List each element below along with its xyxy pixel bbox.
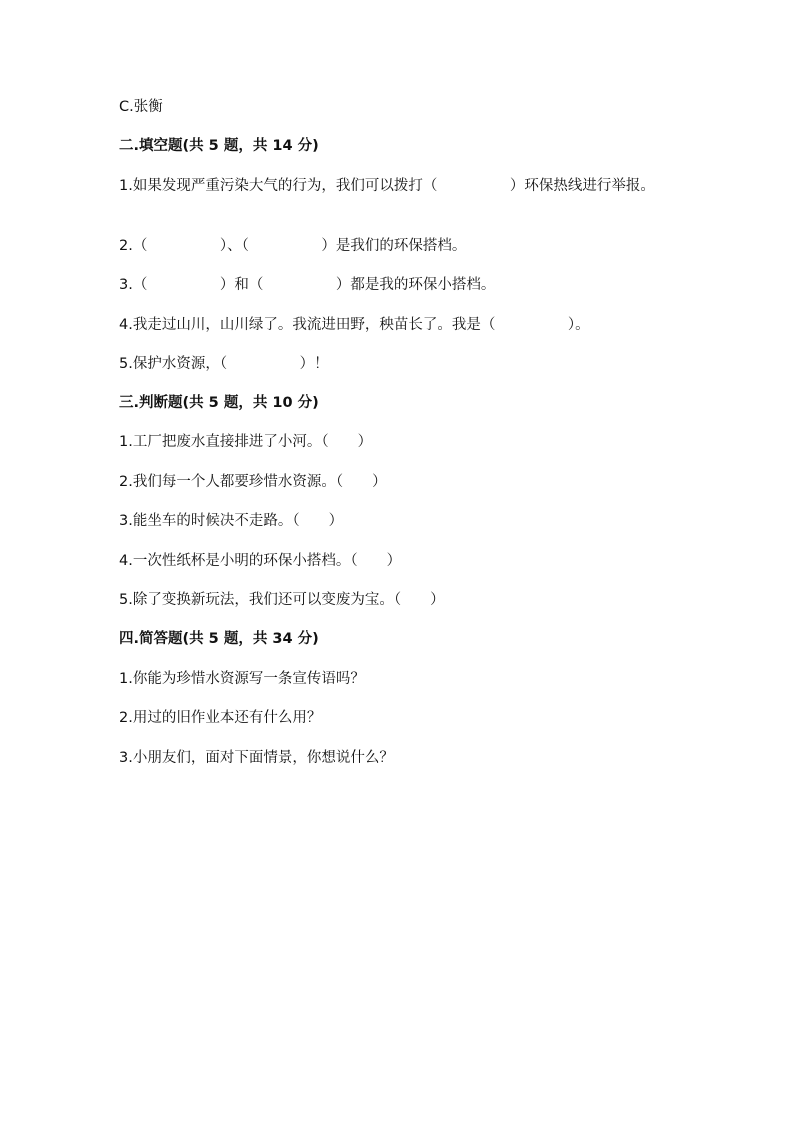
section2-q4: 4.我走过山川，山川绿了。我流进田野，秧苗长了。我是（ ）。	[119, 317, 590, 333]
option-c: C.张衡	[119, 99, 163, 115]
section4-title: 四.简答题(共 5 题，共 34 分)	[119, 631, 319, 647]
section2-q2: 2.（ ）、（ ）是我们的环保搭档。	[119, 238, 467, 254]
section2-title: 二.填空题(共 5 题，共 14 分)	[119, 138, 319, 154]
section2-q3: 3.（ ）和（ ）都是我的环保小搭档。	[119, 277, 496, 293]
section3-q5: 5.除了变换新玩法，我们还可以变废为宝。（ ）	[119, 592, 445, 608]
section2-q1: 1.如果发现严重污染大气的行为，我们可以拨打（ ）环保热线进行举报。	[119, 178, 655, 194]
section4-q2: 2.用过的旧作业本还有什么用？	[119, 710, 322, 726]
section3-q4: 4.一次性纸杯是小明的环保小搭档。（ ）	[119, 553, 402, 569]
section2-q5: 5.保护水资源，（ ）！	[119, 356, 329, 372]
section4-q3: 3.小朋友们，面对下面情景，你想说什么？	[119, 750, 394, 766]
section3-q1: 1.工厂把废水直接排进了小河。（ ）	[119, 434, 373, 450]
section4-q1: 1.你能为珍惜水资源写一条宣传语吗？	[119, 671, 365, 687]
section3-title: 三.判断题(共 5 题，共 10 分)	[119, 395, 319, 411]
section3-q3: 3.能坐车的时候决不走路。（ ）	[119, 513, 344, 529]
section3-q2: 2.我们每一个人都要珍惜水资源。（ ）	[119, 474, 387, 490]
